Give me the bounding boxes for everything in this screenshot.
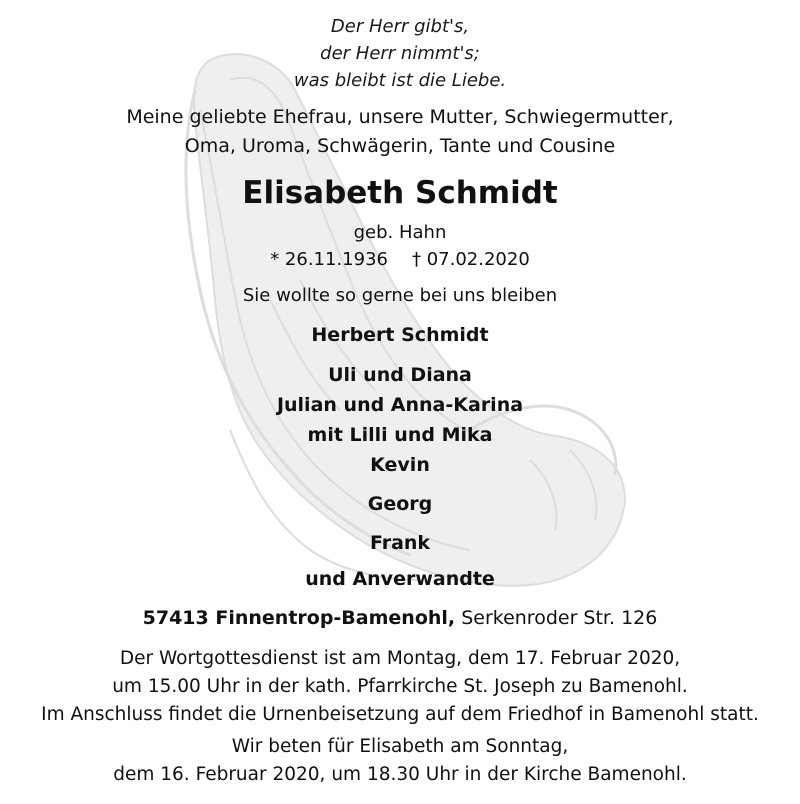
life-dates xyxy=(0,251,800,269)
address-city: 57413 Finnentrop-Bamenohl, xyxy=(142,607,456,629)
address-line xyxy=(0,609,800,628)
family-member: Georg xyxy=(367,493,433,515)
family-member: und Anverwandte xyxy=(305,568,495,590)
address-street: Serkenroder Str. 126 xyxy=(461,607,658,629)
family-member: Frank xyxy=(369,532,431,554)
deceased-name: Elisabeth Schmidt xyxy=(242,175,558,211)
family-member: Uli und Diana xyxy=(328,364,472,386)
birth-date: * 26.11.1936 xyxy=(270,249,388,270)
intro-line-2: Oma, Uroma, Schwägerin, Tante und Cousine xyxy=(184,135,616,157)
motto-line-2: der Herr nimmt's; xyxy=(320,43,480,64)
service-line-2: um 15.00 Uhr in der kath. Pfarrkirche St. Joseph zu Bamenohl. xyxy=(112,676,688,697)
death-date: † 07.02.2020 xyxy=(412,249,530,270)
family-member: Kevin xyxy=(370,454,430,476)
intro-line-1: Meine geliebte Ehefrau, unsere Mutter, Schwiegermutter, xyxy=(126,106,674,128)
family-member: Julian und Anna-Karina xyxy=(276,394,524,416)
service-line-3: Im Anschluss findet die Urnenbeisetzung auf dem Friedhof in Bamenohl statt. xyxy=(41,704,759,725)
motto-line-1: Der Herr gibt's, xyxy=(330,16,470,37)
maiden-name: geb. Hahn xyxy=(353,222,447,243)
family-member: mit Lilli und Mika xyxy=(307,424,493,446)
prayer-line-2: dem 16. Februar 2020, um 18.30 Uhr in der Kirche Bamenohl. xyxy=(113,764,687,785)
remark-line: Sie wollte so gerne bei uns bleiben xyxy=(242,285,558,306)
motto-line-3: was bleibt ist die Liebe. xyxy=(293,70,507,91)
prayer-line-1: Wir beten für Elisabeth am Sonntag, xyxy=(231,736,569,757)
family-member: Herbert Schmidt xyxy=(311,324,489,346)
service-line-1: Der Wortgottesdienst ist am Montag, dem 17. Februar 2020, xyxy=(119,648,681,669)
